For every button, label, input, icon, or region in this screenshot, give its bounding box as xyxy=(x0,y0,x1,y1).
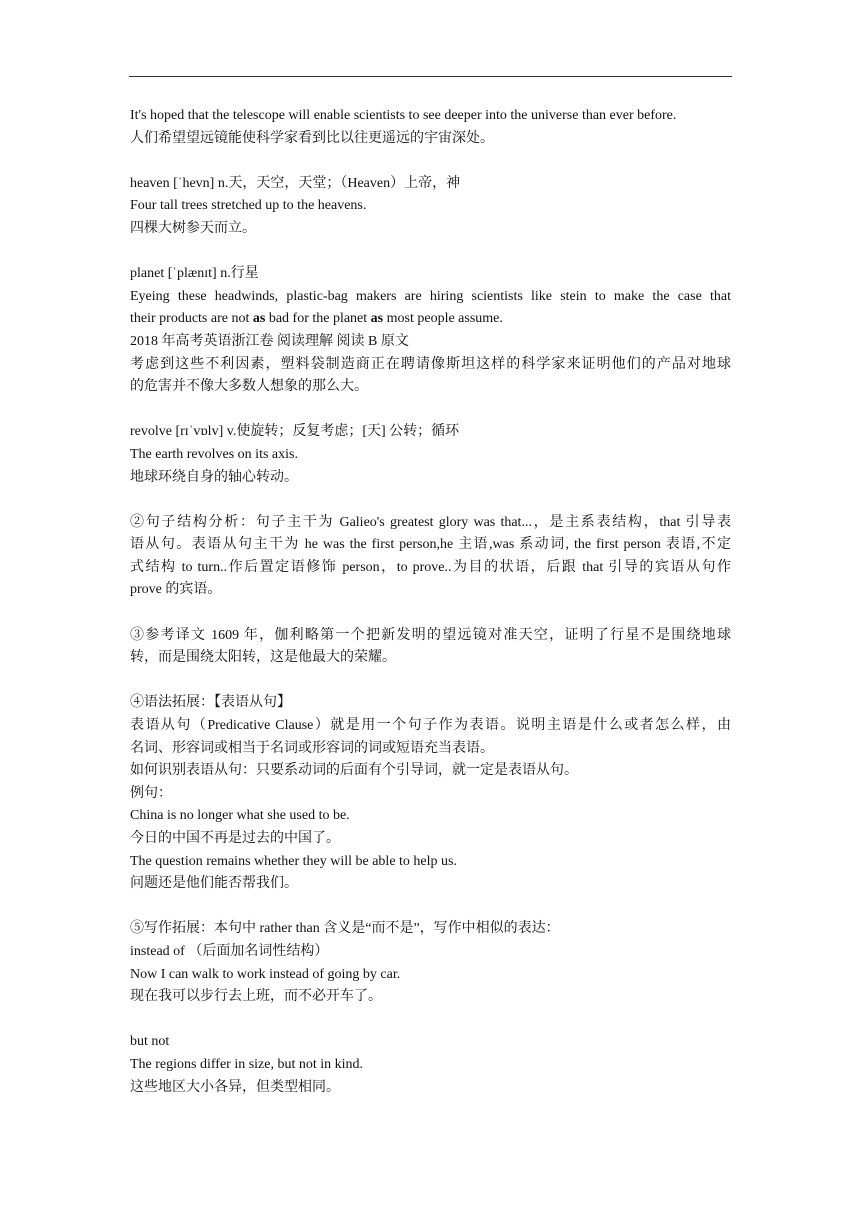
writing-item2: but not xyxy=(130,1034,170,1050)
revolve-example-en: The earth revolves on its axis. xyxy=(130,446,298,462)
grammar-example1-zh: 今日的中国不再是过去的中国了。 xyxy=(130,831,340,846)
translation-line2: 转，而是围绕太阳转，这是他最大的荣耀。 xyxy=(130,650,396,666)
bold-as-2: as xyxy=(370,311,384,327)
planet-example-en-line1: Eyeing these headwinds, plastic-bag makers are hiring scientists like stein to make the case that xyxy=(130,288,731,304)
planet-example-en-line2: their products are not as bad for the planet as most people assume. xyxy=(130,311,503,327)
structure-line4: prove 的宾语。 xyxy=(130,582,222,598)
heaven-example-en: Four tall trees stretched up to the heavens. xyxy=(130,198,367,214)
telescope-sentence-en: It's hoped that the telescope will enable scientists to see deeper into the universe than ever before. xyxy=(130,108,677,123)
writing-item2-zh: 这些地区大小各异，但类型相同。 xyxy=(130,1079,340,1095)
planet-entry: planet [ˈplænɪt] n.行星 xyxy=(130,266,259,282)
example-label: 例句： xyxy=(130,785,172,801)
planet-example-zh-line1: 考虑到这些不利因素，塑料袋制造商正在聘请像斯坦这样的科学家来证明他们的产品对地球 xyxy=(130,356,731,372)
revolve-entry: revolve [rɪˈvɒlv] v.使旋转；反复考虑；[天] 公转；循环 xyxy=(130,424,460,440)
writing-item1: instead of （后面加名词性结构） xyxy=(130,943,329,959)
header-rule xyxy=(129,76,732,77)
heaven-example-zh: 四棵大树参天而立。 xyxy=(130,220,256,236)
grammar-heading: ④语法拓展：【表语从句】 xyxy=(130,695,291,711)
writing-item2-en: The regions differ in size, but not in kind. xyxy=(130,1056,364,1072)
structure-line1: ②句子结构分析：句子主干为 Galieo's greatest glory was that...，是主系表结构，that 引导表 xyxy=(130,514,731,530)
grammar-line2: 名词、形容词或相当于名词或形容词的词或短语充当表语。 xyxy=(130,740,494,756)
heaven-entry: heaven [ˈhevn] n.天，天空，天堂；（Heaven）上帝，神 xyxy=(130,175,461,191)
writing-item1-en: Now I can walk to work instead of going by car. xyxy=(130,966,401,982)
grammar-example2-zh: 问题还是他们能否帮我们。 xyxy=(130,876,298,892)
revolve-example-zh: 地球环绕自身的轴心转动。 xyxy=(130,469,298,485)
planet-source: 2018 年高考英语浙江卷 阅读理解 阅读 B 原文 xyxy=(130,333,409,349)
structure-line3: 式结构 to turn..作后置定语修饰 person，to prove..为目的状语，后跟 that 引导的宾语从句作 xyxy=(130,559,731,575)
grammar-example1-en: China is no longer what she used to be. xyxy=(130,808,350,824)
structure-line2: 语从句。表语从句主干为 he was the first person,he 主语,was 系动词, the first person 表语,不定 xyxy=(130,537,731,553)
telescope-sentence-zh: 人们希望望远镜能使科学家看到比以往更遥远的宇宙深处。 xyxy=(130,130,494,146)
writing-heading: ⑤写作拓展：本句中 rather than 含义是“而不是”，写作中相似的表达： xyxy=(130,921,560,937)
document-body xyxy=(130,105,731,1099)
writing-item1-zh: 现在我可以步行去上班，而不必开车了。 xyxy=(130,989,382,1005)
planet-example-zh-line2: 的危害并不像大多数人想象的那么大。 xyxy=(130,379,368,395)
translation-line1: ③参考译文 1609 年，伽利略第一个把新发明的望远镜对准天空，证明了行星不是围绕地球 xyxy=(130,627,731,643)
grammar-line3: 如何识别表语从句：只要系动词的后面有个引导词，就一定是表语从句。 xyxy=(130,763,578,779)
grammar-line1: 表语从句（Predicative Clause）就是用一个句子作为表语。说明主语是什么或者怎么样，由 xyxy=(130,718,731,734)
grammar-example2-en: The question remains whether they will be able to help us. xyxy=(130,853,457,869)
bold-as-1: as xyxy=(252,311,266,327)
